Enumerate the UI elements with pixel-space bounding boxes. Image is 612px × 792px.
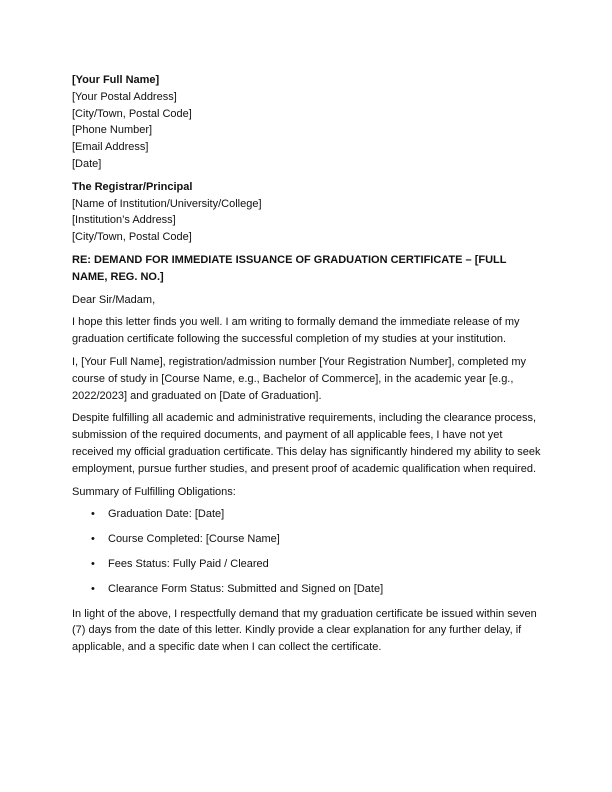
- complaint-paragraph: Despite fulfilling all academic and administrative requirements, including the clearance process, submission of the required documents, and payment of all applicable fees, I have not yet received my official graduation certificate. This delay has significantly hindered my ability to seek employment, pursue further studies, and present proof of academic qualification when required.: [72, 412, 541, 475]
- closing-paragraph: In light of the above, I respectfully demand that my graduation certificate be issued within seven (7) days from the date of this letter. Kindly provide a clear explanation for any further delay, if applicable, and a specific date when I can collect the certificate.: [72, 607, 537, 654]
- list-item: [72, 581, 544, 598]
- list-item-text: Course Completed: [Course Name]: [108, 533, 280, 546]
- bullet-icon: •: [91, 557, 95, 570]
- salutation: Dear Sir/Madam,: [72, 293, 156, 306]
- subject-line: RE: DEMAND FOR IMMEDIATE ISSUANCE OF GRADUATION CERTIFICATE – [FULL NAME, REG. NO.]: [72, 253, 507, 283]
- recipient-title: The Registrar/Principal: [72, 180, 193, 193]
- list-item-text: Graduation Date: [Date]: [108, 508, 225, 521]
- list-item-text: Fees Status: Fully Paid / Cleared: [108, 557, 269, 570]
- list-item-text: Clearance Form Status: Submitted and Signed on [Date]: [108, 582, 384, 595]
- bullet-icon: •: [91, 582, 95, 595]
- intro-paragraph: I hope this letter finds you well. I am writing to formally demand the immediate release of my graduation certificate following the successful completion of my studies at your institution.: [72, 316, 520, 346]
- recipient-institution-name: [Name of Institution/University/College]: [72, 197, 262, 210]
- sender-email: [Email Address]: [72, 141, 149, 154]
- sender-date: [Date]: [72, 157, 102, 170]
- letter-page: [72, 72, 544, 662]
- sender-city: [City/Town, Postal Code]: [72, 107, 192, 120]
- bullet-icon: •: [91, 508, 95, 521]
- sender-block: [72, 72, 544, 173]
- sender-postal-address: [Your Postal Address]: [72, 90, 177, 103]
- details-paragraph: I, [Your Full Name], registration/admission number [Your Registration Number], completed my course of study in [Course Name, e.g., Bachelor of Commerce], in the academic year [e.g., 2022/2023] and graduated on [Date of Graduation].: [72, 355, 527, 402]
- recipient-block: [72, 179, 544, 246]
- summary-list: [72, 506, 544, 597]
- list-item: [72, 556, 544, 573]
- list-item: [72, 506, 544, 523]
- list-item: [72, 531, 544, 548]
- sender-name: [Your Full Name]: [72, 74, 160, 86]
- summary-heading: Summary of Fulfilling Obligations:: [72, 485, 236, 498]
- bullet-icon: •: [91, 533, 95, 546]
- sender-phone: [Phone Number]: [72, 124, 153, 137]
- recipient-city: [City/Town, Postal Code]: [72, 231, 192, 244]
- recipient-institution-address: [Institution’s Address]: [72, 214, 176, 227]
